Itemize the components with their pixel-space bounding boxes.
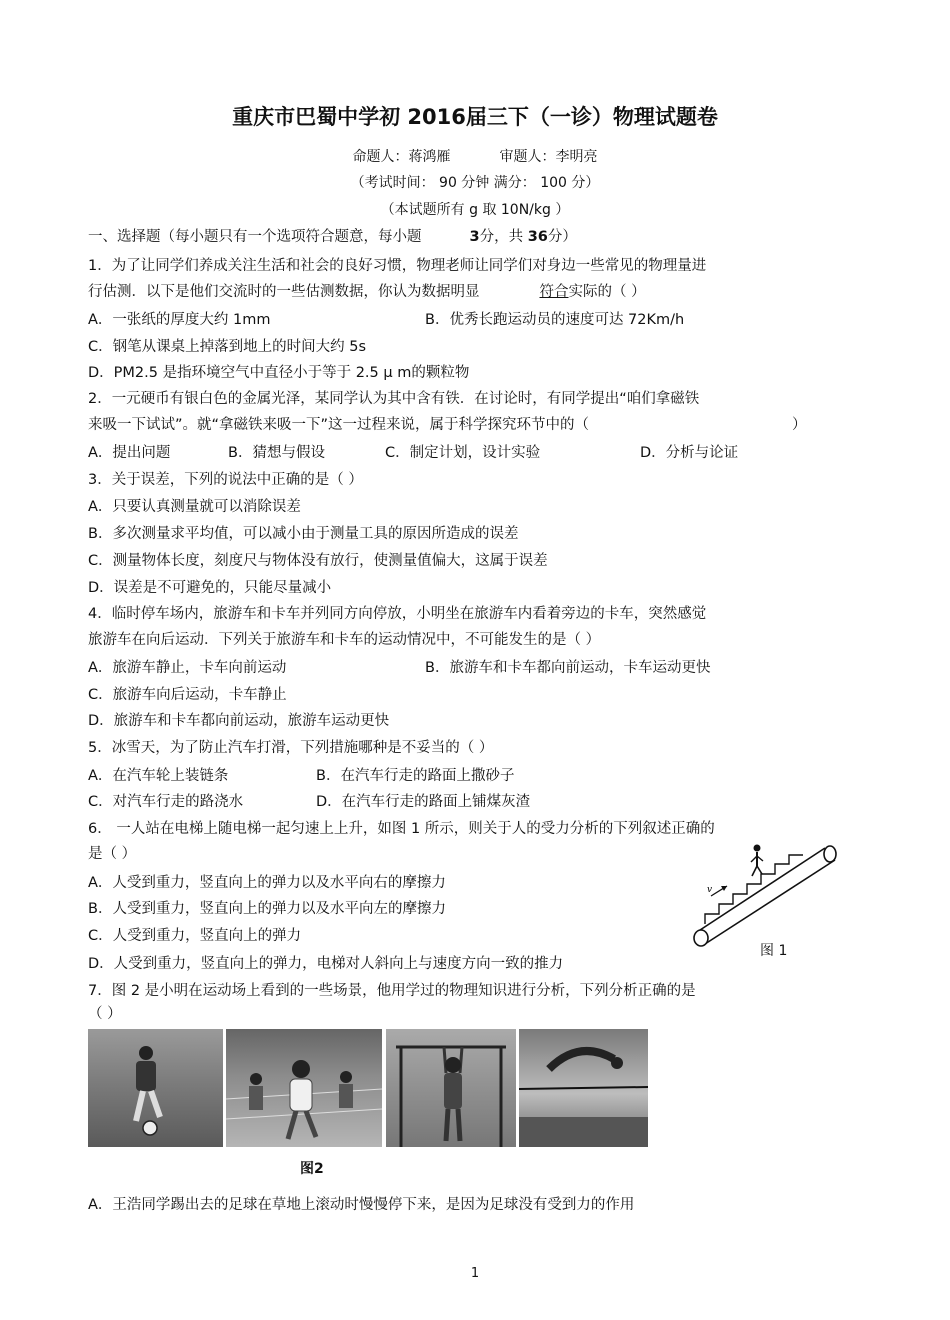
photo-pullup: [386, 1029, 516, 1147]
heading-post: 分）: [547, 229, 577, 245]
q2-option-a: A．提出问题: [88, 445, 171, 461]
q5-option-d: D．在汽车行走的路面上铺煤灰渣: [316, 794, 531, 810]
q1-option-a: A．一张纸的厚度大约 1mm: [88, 312, 271, 328]
q4-line1: 4．临时停车场内，旅游车和卡车并列同方向停放，小明坐在旅游车内看着旁边的卡车，突然感觉: [88, 606, 707, 622]
velocity-label: v: [707, 885, 713, 895]
g-note: （本试题所有 g 取 10N/kg ）: [380, 202, 570, 218]
q1-option-d: D．PM2.5 是指环境空气中直径小于等于 2.5 μ m的颗粒物: [88, 365, 470, 381]
photo-running: [226, 1029, 382, 1147]
authors-line: [0, 148, 950, 166]
reviewer: 审题人：李明亮: [499, 149, 598, 165]
q3-option-c: C．测量物体长度，刻度尺与物体没有放行，使测量值偏大，这属于误差: [88, 553, 548, 569]
escalator-figure: [685, 840, 845, 950]
q1-option-c: C．钢笔从课桌上掉落到地上的时间大约 5s: [88, 339, 367, 355]
q2-line2: 来吸一下试试”。就“拿磁铁来吸一下”这一过程来说，属于科学探究环节中的（: [88, 417, 590, 433]
q2-option-b: B．猜想与假设: [228, 445, 325, 461]
q3-option-b: B．多次测量求平均值，可以减小由于测量工具的原因所造成的误差: [88, 526, 519, 542]
q6-line2: 是（ ）: [88, 846, 137, 862]
q1-line2-pre: 行估测．以下是他们交流时的一些估测数据，你认为数据明显: [88, 284, 480, 300]
q1-line2: [88, 283, 646, 301]
photo-soccer: [88, 1029, 223, 1147]
q4-option-d: D．旅游车和卡车都向前运动，旅游车运动更快: [88, 713, 390, 729]
q2-line1: 2．一元硬币有银白色的金属光泽，某同学认为其中含有铁．在讨论时，有同学提出“咱们拿磁铁: [88, 391, 700, 407]
q1-underlined: 符合: [539, 284, 569, 300]
q2-line2-close: ）: [792, 417, 807, 433]
q5-option-c: C．对汽车行走的路浇水: [88, 794, 244, 810]
figure1-label: 图 1: [760, 943, 788, 959]
q6-option-c: C．人受到重力，竖直向上的弹力: [88, 928, 302, 944]
q5-line1: 5．冰雪天，为了防止汽车打滑，下列措施哪种是不妥当的（ ）: [88, 740, 494, 756]
q4-option-b: B．旅游车和卡车都向前运动，卡车运动更快: [425, 660, 711, 676]
setter: 命题人：蒋鸿雁: [352, 149, 451, 165]
q7-option-a: A．王浩同学踢出去的足球在草地上滚动时慢慢停下来，是因为足球没有受到力的作用: [88, 1197, 635, 1213]
page-number: 1: [470, 1266, 480, 1281]
heading-score: 3: [469, 229, 480, 245]
q4-option-a: A．旅游车静止，卡车向前运动: [88, 660, 287, 676]
q6-option-b: B．人受到重力，竖直向上的弹力以及水平向左的摩擦力: [88, 901, 446, 917]
q1-line2-post: 实际的（ ）: [568, 284, 646, 300]
q7-line2: （ ）: [88, 1006, 122, 1022]
page-title: 重庆市巴蜀中学初 2016届三下（一诊）物理试题卷: [232, 105, 718, 129]
q6-line1: 6． 一人站在电梯上随电梯一起匀速上上升，如图 1 所示，则关于人的受力分析的下列叙述正确的: [88, 821, 715, 837]
q1-line1: 1．为了让同学们养成关注生活和社会的良好习惯，物理老师让同学们对身边一些常见的物理量进: [88, 258, 707, 274]
q4-line2: 旅游车在向后运动．下列关于旅游车和卡车的运动情况中，不可能发生的是（ ）: [88, 632, 601, 648]
q2-option-d: D．分析与论证: [640, 445, 739, 461]
heading-mid: 分，共: [479, 229, 524, 245]
q3-option-d: D．误差是不可避免的，只能尽量减小: [88, 580, 332, 596]
q5-option-b: B．在汽车行走的路面上撒砂子: [316, 768, 515, 784]
figure2-label: 图2: [300, 1161, 324, 1177]
q6-option-a: A．人受到重力，竖直向上的弹力以及水平向右的摩擦力: [88, 875, 446, 891]
exam-info: （考试时间： 90 分钟 满分： 100 分）: [350, 175, 600, 191]
heading-total: 36: [527, 229, 548, 245]
q5-option-a: A．在汽车轮上装链条: [88, 768, 229, 784]
section-heading: [88, 228, 577, 246]
photo-highjump: [519, 1029, 648, 1147]
q4-option-c: C．旅游车向后运动，卡车静止: [88, 687, 287, 703]
q7-line1: 7．图 2 是小明在运动场上看到的一些场景，他用学过的物理知识进行分析，下列分析正确的是: [88, 983, 696, 999]
q2-option-c: C．制定计划，设计实验: [385, 445, 541, 461]
heading-pre: 一、选择题（每小题只有一个选项符合题意，每小题: [88, 229, 422, 245]
q3-line1: 3．关于误差，下列的说法中正确的是（ ）: [88, 472, 363, 488]
q6-option-d: D．人受到重力，竖直向上的弹力，电梯对人斜向上与速度方向一致的推力: [88, 956, 564, 972]
q3-option-a: A．只要认真测量就可以消除误差: [88, 499, 301, 515]
q1-option-b: B．优秀长跑运动员的速度可达 72Km/h: [425, 312, 685, 328]
